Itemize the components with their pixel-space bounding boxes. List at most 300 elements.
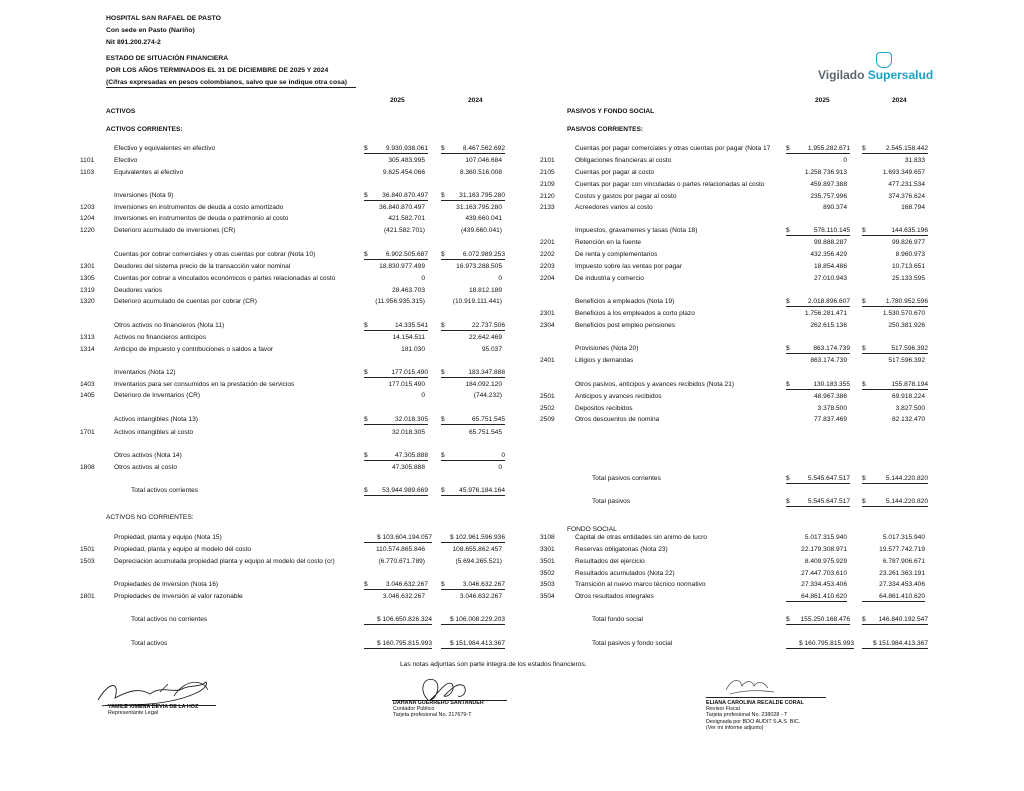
liability-label: Depositos recibidos (575, 405, 633, 412)
liability-label: Retención en la fuente (575, 239, 641, 246)
currency-sign: $ (862, 381, 866, 388)
entity-nit: Nit 891.200.274-2 (106, 39, 161, 46)
amount: 155.878.194 (891, 381, 928, 388)
liability-label: Beneficios a empleados (Nota 19) (575, 298, 675, 305)
liability-value-current (786, 227, 850, 236)
asset-value-current (364, 251, 428, 260)
liability-value-current (786, 498, 850, 507)
liability-code: 3301 (540, 546, 555, 553)
current-liabilities-heading: PASIVOS CORRIENTES: (567, 126, 644, 133)
liability-code: 2304 (540, 322, 555, 329)
asset-value-prior (441, 369, 505, 378)
asset-code: 1503 (80, 558, 95, 565)
amount: $ 102.961.596.936 (449, 534, 505, 541)
asset-value-prior: 95.037 (481, 346, 502, 353)
liability-value-prior (862, 498, 928, 507)
liability-label: Beneficios a los empleados a corto plazo (575, 310, 695, 317)
asset-value-current (364, 145, 428, 154)
amount: $ 103.604.194.057 (376, 534, 432, 541)
liability-value-prior: 82.132.470 (891, 416, 925, 423)
amount: 5.545.647.517 (807, 475, 850, 482)
asset-label: Inventarios (Nota 12) (114, 369, 176, 376)
amount: 8.467.562.692 (462, 145, 505, 152)
liability-label: Resultados acumulados (Nota 22) (575, 570, 675, 577)
asset-label: Equivalentes al efectivo (114, 169, 184, 176)
amount: 863.174.739 (813, 345, 850, 352)
liability-value-prior (862, 616, 928, 625)
amount: $ 151.984.413.367 (872, 640, 928, 647)
liability-code: 2109 (540, 181, 555, 188)
asset-code: 1320 (80, 298, 95, 305)
asset-label: Efectivo (114, 157, 138, 164)
amount: 6.902.505.687 (385, 251, 428, 258)
signer-detail: Revisor Fiscal (706, 706, 740, 713)
liability-value-current: 262.615.136 (810, 322, 847, 329)
liability-value-prior: 10.713.651 (891, 263, 925, 270)
liability-value-prior (862, 227, 928, 236)
liability-label: Cuentas por pagar con vinculadas o partes relacionadas al costo (575, 181, 765, 188)
asset-value-current: 110.574.865.846 (375, 546, 425, 553)
liability-value-prior: 27.334.453.406 (879, 581, 925, 588)
asset-value-prior (441, 452, 505, 461)
liability-label: Total fondo social (592, 616, 643, 623)
amount: 22.737.506 (471, 322, 505, 329)
liability-value-prior (862, 298, 928, 307)
liability-value-prior: 477.231.534 (888, 181, 925, 188)
asset-label: Deterioro acumulado de inversiones (CR) (114, 227, 236, 234)
signer-name: YAMILE XIMENA DEVIA DE LA HOZ (108, 704, 199, 710)
current-assets-heading: ACTIVOS CORRIENTES: (106, 126, 183, 133)
liability-value-current: 235.757.996 (810, 193, 847, 200)
currency-sign: $ (441, 581, 445, 588)
asset-value-current: 0 (421, 275, 425, 282)
amount: 5.545.647.517 (807, 498, 850, 505)
asset-code: 1203 (80, 204, 95, 211)
liability-value-prior: 64.861.410.620 (862, 593, 925, 602)
liability-label: Litigios y demandas (575, 357, 634, 364)
amount: 2.018.896.607 (807, 298, 850, 305)
asset-value-prior: 108.655.862.457 (452, 546, 502, 553)
currency-sign: $ (862, 145, 866, 152)
signature-block-legal-rep (108, 704, 198, 716)
asset-value-current (364, 616, 432, 625)
asset-code: 1701 (80, 429, 95, 436)
liability-value-current (786, 145, 850, 154)
asset-value-prior (441, 145, 505, 154)
liability-value-current (786, 298, 850, 307)
liability-code: 2202 (540, 251, 555, 258)
liability-value-prior (862, 145, 928, 154)
asset-value-prior: 439.660.041 (465, 215, 502, 222)
entity-name: HOSPITAL SAN RAFAEL DE PASTO (106, 15, 221, 22)
liability-value-current: 459.897.388 (810, 181, 847, 188)
currency-sign: $ (364, 322, 368, 329)
asset-value-current: 28.463.703 (391, 287, 425, 294)
asset-value-prior: 3.046.632.267 (459, 593, 502, 600)
asset-value-prior: 0 (498, 275, 502, 282)
liability-label: Impuesto sobre las ventas por pagar (575, 263, 683, 270)
logo-prefix: Vigilado (818, 68, 868, 82)
asset-value-prior: 65.751.545 (468, 429, 502, 436)
liability-label: Costos y gastos por pagar al costo (575, 193, 677, 200)
amount: 130.183.355 (813, 381, 850, 388)
asset-label: Activos no financieros anticipos (114, 334, 206, 341)
right-year-2025: 2025 (815, 97, 830, 104)
asset-label: Deterioro de Inventarios (CR) (114, 392, 201, 399)
asset-code: 1403 (80, 381, 95, 388)
asset-label: Propiedades de Inversión al valor razonable (114, 593, 243, 600)
currency-sign: $ (862, 345, 866, 352)
asset-value-current: 9.625.454.066 (382, 169, 425, 176)
asset-value-current: 177.015.490 (388, 381, 425, 388)
asset-value-current: 421.582.701 (388, 215, 425, 222)
currency-sign: $ (862, 498, 866, 505)
signature-block-accountant (393, 700, 484, 719)
liability-label: Capital de otras entidades sin animo de lucro (575, 534, 707, 541)
asset-code: 1808 (80, 464, 95, 471)
asset-value-prior (441, 192, 505, 201)
asset-value-prior: 107.046.684 (465, 157, 502, 164)
asset-label: Activos intangibles al costo (114, 429, 194, 436)
liability-code: 2501 (540, 393, 555, 400)
currency-sign: $ (441, 251, 445, 258)
liability-label: Provisiones (Nota 20) (575, 345, 639, 352)
asset-value-prior (441, 616, 505, 625)
amount: 1.955.282.671 (807, 145, 850, 152)
liability-value-current (786, 475, 850, 484)
asset-code: 1101 (80, 157, 95, 164)
asset-value-current (364, 322, 428, 331)
asset-code: 1405 (80, 392, 95, 399)
currency-sign: $ (441, 416, 445, 423)
liability-label: Obligaciones financieras al costo (575, 157, 672, 164)
asset-value-current: 305.483.995 (388, 157, 425, 164)
asset-code: 1314 (80, 346, 95, 353)
asset-label: Propiedad, planta y equipo al modelo del costo (114, 546, 252, 553)
asset-value-prior: 31.163.795.280 (456, 204, 502, 211)
liability-code: 2201 (540, 239, 555, 246)
currency-sign: $ (862, 227, 866, 234)
liability-code: 2502 (540, 405, 555, 412)
amount: 3.046.632.267 (462, 581, 505, 588)
liability-label: Cuentas por pagar comerciales y otras cuentas por pagar (Nota 17 (575, 145, 771, 152)
amount: 32.018.305 (394, 416, 428, 423)
asset-label: Deudores del sistema precio de la transacción valor nominal (114, 263, 291, 270)
liability-value-prior: 168.794 (901, 204, 925, 211)
asset-value-prior (441, 534, 505, 543)
liability-code: 2101 (540, 157, 555, 164)
asset-value-prior: 18.812.189 (468, 287, 502, 294)
assets-heading: ACTIVOS (106, 108, 136, 115)
liability-code: 3504 (540, 593, 555, 600)
currency-sign: $ (786, 498, 790, 505)
liability-label: Resultados del ejercicio (575, 558, 645, 565)
asset-label: Efectivo y equivalentes en efectivo (114, 145, 216, 152)
report-note: (Cifras expresadas en pesos colombianos, salvo que se indique otra cosa) (106, 79, 347, 86)
asset-code: 1801 (80, 593, 95, 600)
currency-sign: $ (786, 381, 790, 388)
liability-value-prior: 1.693.349.657 (882, 169, 925, 176)
liability-code: 2133 (540, 204, 555, 211)
amount: 65.751.545 (471, 416, 505, 423)
currency-sign: $ (364, 145, 368, 152)
report-title: ESTADO DE SITUACIÓN FINANCIERA (106, 55, 229, 62)
currency-sign: $ (862, 475, 866, 482)
liability-value-prior: 8.960.973 (895, 251, 925, 258)
liability-label: Cuentas por pagar al costo (575, 169, 655, 176)
signer-detail: Tarjeta profesional No. 238028 - T (706, 712, 788, 719)
signer-detail: Tarjeta profesional No. 217679-T (393, 712, 472, 719)
liability-value-current (786, 616, 850, 625)
liability-value-prior: 31.833 (904, 157, 925, 164)
asset-value-prior: 0 (498, 464, 502, 471)
amount: 47.305.888 (394, 452, 428, 459)
liability-code: 3503 (540, 581, 555, 588)
asset-value-current (364, 487, 428, 496)
asset-label: Otros activos no financieros (Nota 11) (114, 322, 225, 329)
amount: 36.840.870.497 (382, 192, 428, 199)
asset-value-current: 18.830.977.499 (379, 263, 425, 270)
asset-value-current (364, 452, 428, 461)
liability-value-prior: 1.530.570.670 (882, 310, 925, 317)
liability-value-current: 432.356.429 (810, 251, 847, 258)
asset-value-prior: (744.232) (473, 392, 502, 399)
liability-value-current: 22.179.308.971 (801, 546, 847, 553)
liability-code: 2204 (540, 275, 555, 282)
asset-label: Activos intangibles (Nota 13) (114, 416, 198, 423)
logo-brand: Supersalud (867, 68, 934, 82)
asset-code: 1301 (80, 263, 95, 270)
liability-label: Otros resultados integrales (575, 593, 654, 600)
asset-value-current: 47.305.888 (391, 464, 425, 471)
asset-value-prior: (10.919.111.441) (452, 298, 502, 305)
asset-value-current (364, 369, 428, 378)
currency-sign: $ (862, 616, 866, 623)
liability-value-current (786, 345, 850, 354)
liability-value-prior: 69.918.224 (891, 393, 925, 400)
currency-sign: $ (786, 145, 790, 152)
asset-label: Inversiones en instrumentos de deuda a costo amortizado (114, 204, 284, 211)
currency-sign: $ (786, 298, 790, 305)
asset-value-prior: 16.973.288.505 (456, 263, 502, 270)
liability-value-current: 48.967.386 (813, 393, 847, 400)
amount: 1.780.952.596 (885, 298, 928, 305)
fondo-social-heading: FONDO SOCIAL (567, 526, 617, 533)
liabilities-heading: PASIVOS Y FONDO SOCIAL (567, 108, 655, 115)
amount: 3.046.632.267 (385, 581, 428, 588)
liability-value-prior: 6.787.906.671 (882, 558, 925, 565)
entity-seat: Con sede en Pasto (Nariño) (106, 27, 195, 34)
liability-code: 3502 (540, 570, 555, 577)
liability-value-current: 5.017.315.940 (804, 534, 847, 541)
liability-value-current (786, 381, 850, 390)
liability-value-current: 863.174.739 (810, 357, 847, 364)
asset-value-current: (421.582.701) (383, 227, 425, 234)
liability-value-prior: 19.577.742.719 (879, 546, 925, 553)
currency-sign: $ (364, 452, 368, 459)
asset-value-prior (441, 251, 505, 260)
liability-value-current: 64.861.410.620 (786, 593, 847, 602)
currency-sign: $ (786, 345, 790, 352)
asset-value-prior (441, 416, 505, 425)
footnote: Las notas adjuntas son parte integra de los estados financieros. (400, 661, 587, 668)
right-year-2024: 2024 (892, 97, 907, 104)
liability-value-current: 27.334.453.406 (801, 581, 847, 588)
amount: 144.635.196 (891, 227, 928, 234)
asset-value-current (364, 581, 428, 590)
signature-block-auditor (706, 700, 804, 731)
liability-value-prior (862, 381, 928, 390)
liability-label: Total pasivos (592, 498, 631, 505)
liability-value-current: 27.447.703.610 (801, 570, 847, 577)
liability-label: De renta y complementarios (575, 251, 658, 258)
asset-code: 1220 (80, 227, 95, 234)
amount: 31.163.795.280 (459, 192, 505, 199)
liability-value-prior (862, 345, 928, 354)
liability-label: Acreedores varios al costo (575, 204, 653, 211)
liability-value-current: 77.837.469 (813, 416, 847, 423)
supersalud-logo (818, 68, 933, 82)
liability-value-current: 18.854.486 (813, 263, 847, 270)
report-period: POR LOS AÑOS TERMINADOS EL 31 DE DICIEMBRE DE 2025 Y 2024 (106, 67, 329, 74)
liability-code: 2105 (540, 169, 555, 176)
asset-code: 1319 (80, 287, 95, 294)
currency-sign: $ (441, 487, 445, 494)
currency-sign: $ (364, 416, 368, 423)
liability-value-prior (862, 475, 928, 484)
liability-label: De industria y comercio (575, 275, 644, 282)
currency-sign: $ (441, 369, 445, 376)
currency-sign: $ (441, 192, 445, 199)
asset-label: Inversiones (Nota 9) (114, 192, 174, 199)
liability-value-prior: 3.827.500 (895, 405, 925, 412)
liability-label: Otros descuentos de nomina (575, 416, 660, 423)
asset-value-prior: (439.660.041) (460, 227, 502, 234)
currency-sign: $ (441, 145, 445, 152)
liability-value-prior: 99.826.977 (891, 239, 925, 246)
asset-value-prior (441, 322, 505, 331)
liability-value-current: 0 (843, 157, 847, 164)
asset-code: 1501 (80, 546, 95, 553)
asset-value-current: 181.030 (401, 346, 425, 353)
liability-value-current: 8.409.975.929 (804, 558, 847, 565)
liability-code: 3108 (540, 534, 555, 541)
asset-label: Total activos corrientes (131, 487, 199, 494)
asset-code: 1103 (80, 169, 95, 176)
currency-sign: $ (364, 192, 368, 199)
asset-value-current: 32.018.305 (391, 429, 425, 436)
signer-name: ELIANA CAROLINA RECALDE CORAL (706, 700, 804, 706)
liability-label: Total pasivos y fondo social (592, 640, 673, 647)
asset-value-current (364, 192, 428, 201)
asset-value-current (364, 416, 428, 425)
asset-label: Total activos no corrientes (131, 616, 208, 623)
liability-code: 3501 (540, 558, 555, 565)
asset-label: Propiedad, planta y equipo (Nota 15) (114, 534, 222, 541)
currency-sign: $ (786, 475, 790, 482)
asset-value-current (364, 534, 432, 543)
currency-sign: $ (364, 251, 368, 258)
amount: 2.545.158.442 (885, 145, 928, 152)
asset-value-current: (11.956.935.315) (375, 298, 425, 305)
amount: 45.976.184.164 (459, 487, 505, 494)
liability-value-current: 1.258.736.913 (804, 169, 847, 176)
liability-code: 2401 (540, 357, 555, 364)
liability-code: 2301 (540, 310, 555, 317)
asset-value-current: 36.840.870.497 (379, 204, 425, 211)
amount: 155.250.168.476 (800, 616, 850, 623)
liability-value-prior (862, 640, 928, 649)
amount: 9.930.938.061 (385, 145, 428, 152)
liability-value-current: 27.010.943 (813, 275, 847, 282)
amount: $ 160.795.815.993 (376, 640, 432, 647)
asset-label: Propiedades de Inversion (Nota 16) (114, 581, 219, 588)
amount: 517.596.392 (891, 345, 928, 352)
asset-value-current: 0 (421, 392, 425, 399)
signer-name: DAHANA GUERRERO SANTANDER (393, 700, 484, 706)
liability-label: Reservas obligatorias (Nota 23) (575, 546, 668, 553)
liability-value-current: 3.378.500 (817, 405, 847, 412)
left-year-2025: 2025 (390, 97, 405, 104)
liability-value-prior: 517.596.392 (888, 357, 925, 364)
asset-value-prior (441, 487, 505, 496)
asset-label: Anticipo de impuesto y contribuciones o saldos a favor (114, 346, 274, 353)
asset-value-current: 14.154.511 (392, 334, 425, 341)
amount: $ 106.008.229.203 (449, 616, 505, 623)
signer-detail: Designada por BDO AUDIT S.A.S. BIC. (706, 718, 801, 725)
signature-auditor (720, 672, 780, 698)
asset-value-prior: 184.092.120 (465, 381, 502, 388)
liability-code: 2509 (540, 416, 555, 423)
asset-value-prior (441, 640, 505, 649)
liability-value-prior: 25.133.595 (891, 275, 925, 282)
amount: 5.144.220.820 (885, 498, 928, 505)
asset-value-prior: 8.360.516.008 (459, 169, 502, 176)
amount: $ 160.795.815.993 (798, 640, 854, 647)
liability-label: Transición al nuevo marco técnico normativo (575, 581, 706, 588)
asset-value-current: (6.770.671.789) (378, 558, 425, 565)
asset-value-prior: (5.694.265.521) (455, 558, 502, 565)
currency-sign: $ (441, 452, 445, 459)
signer-detail: Contador Público (393, 706, 435, 713)
noncurrent-assets-heading: ACTIVOS NO CORRIENTES: (106, 514, 194, 521)
amount: 146.840.192.547 (878, 616, 928, 623)
currency-sign: $ (364, 487, 368, 494)
amount: 578.110.145 (813, 227, 850, 234)
asset-value-prior: 22.642.469 (468, 334, 502, 341)
liability-label: Impuestos, gravamenes y tasas (Nota 18) (575, 227, 698, 234)
amount: $ 151.984.413.367 (449, 640, 505, 647)
currency-sign: $ (786, 227, 790, 234)
supersalud-seal-icon (876, 52, 892, 68)
asset-value-current (364, 640, 432, 649)
currency-sign: $ (364, 369, 368, 376)
amount: 5.144.220.820 (885, 475, 928, 482)
asset-label: Depreciacion acumulada propiedad planta y equipo al modelo del costo (cr) (114, 558, 335, 565)
left-year-2024: 2024 (468, 97, 483, 104)
asset-code: 1313 (80, 334, 95, 341)
asset-code: 1305 (80, 275, 95, 282)
liability-code: 2120 (540, 193, 555, 200)
liability-value-current: 99.888.287 (813, 239, 847, 246)
amount: 6.072.989.253 (462, 251, 505, 258)
amount: 0 (501, 452, 505, 459)
liability-label: Anticipos y avances recibidos (575, 393, 662, 400)
asset-label: Otros activos (Nota 14) (114, 452, 182, 459)
asset-code: 1204 (80, 215, 95, 222)
asset-label: Deterioro acumulado de cuentas por cobrar (CR) (114, 298, 257, 305)
liability-value-current: 1.756.281.471 (804, 310, 847, 317)
